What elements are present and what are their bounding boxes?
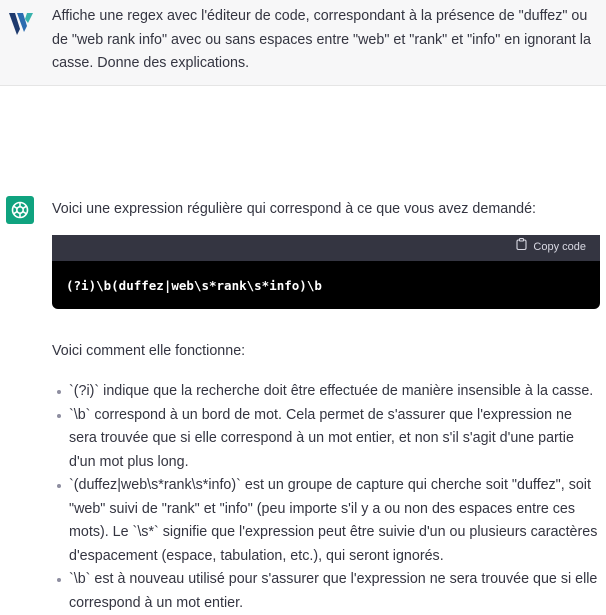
copy-code-button[interactable] — [516, 236, 586, 260]
clipboard-icon — [516, 236, 527, 260]
list-item: `(?i)` indique que la recherche doit être effectuée de manière insensible à la casse. — [52, 380, 600, 404]
code-block — [52, 235, 600, 309]
user-message-text: Affiche une regex avec l'éditeur de code, correspondant à la présence de "duffez" ou de "web rank info" avec ou sans espaces entre "web" et "rank" et "info" en ignorant la casse. Donne des explications. — [52, 8, 591, 71]
explanation-list — [52, 380, 600, 615]
copy-code-label: Copy code — [533, 241, 586, 254]
explanation-intro: Voici comment elle fonctionne: — [52, 343, 246, 359]
w-logo-icon — [6, 9, 36, 39]
list-item: `\b` est à nouveau utilisé pour s'assurer que l'expression ne sera trouvée que si elle correspond à un mot entier. — [52, 568, 600, 615]
list-item: `\b` correspond à un bord de mot. Cela permet de s'assurer que l'expression ne sera trouvée que si elle correspond à un mot entier, et non s'il s'agit d'une partie d'un mot plus long. — [52, 404, 600, 475]
code-header — [52, 235, 600, 261]
code-content: (?i)\b(duffez|web\s*rank\s*info)\b — [66, 278, 322, 293]
list-item: `(duffez|web\s*rank\s*info)` est un groupe de capture qui cherche soit "duffez", soit "web" suivi de "rank" et "info" (peu importe s'il y a ou non des espaces entre ces mots). Le `\s*` signifie que l'expression peut être suivie d'un ou plusieurs caractères d'espacement (espace, tabulation, etc.), qui seront ignorés. — [52, 474, 600, 568]
assistant-intro: Voici une expression régulière qui correspond à ce que vous avez demandé: — [52, 201, 537, 217]
openai-logo-icon — [6, 196, 34, 224]
user-message — [0, 0, 606, 86]
